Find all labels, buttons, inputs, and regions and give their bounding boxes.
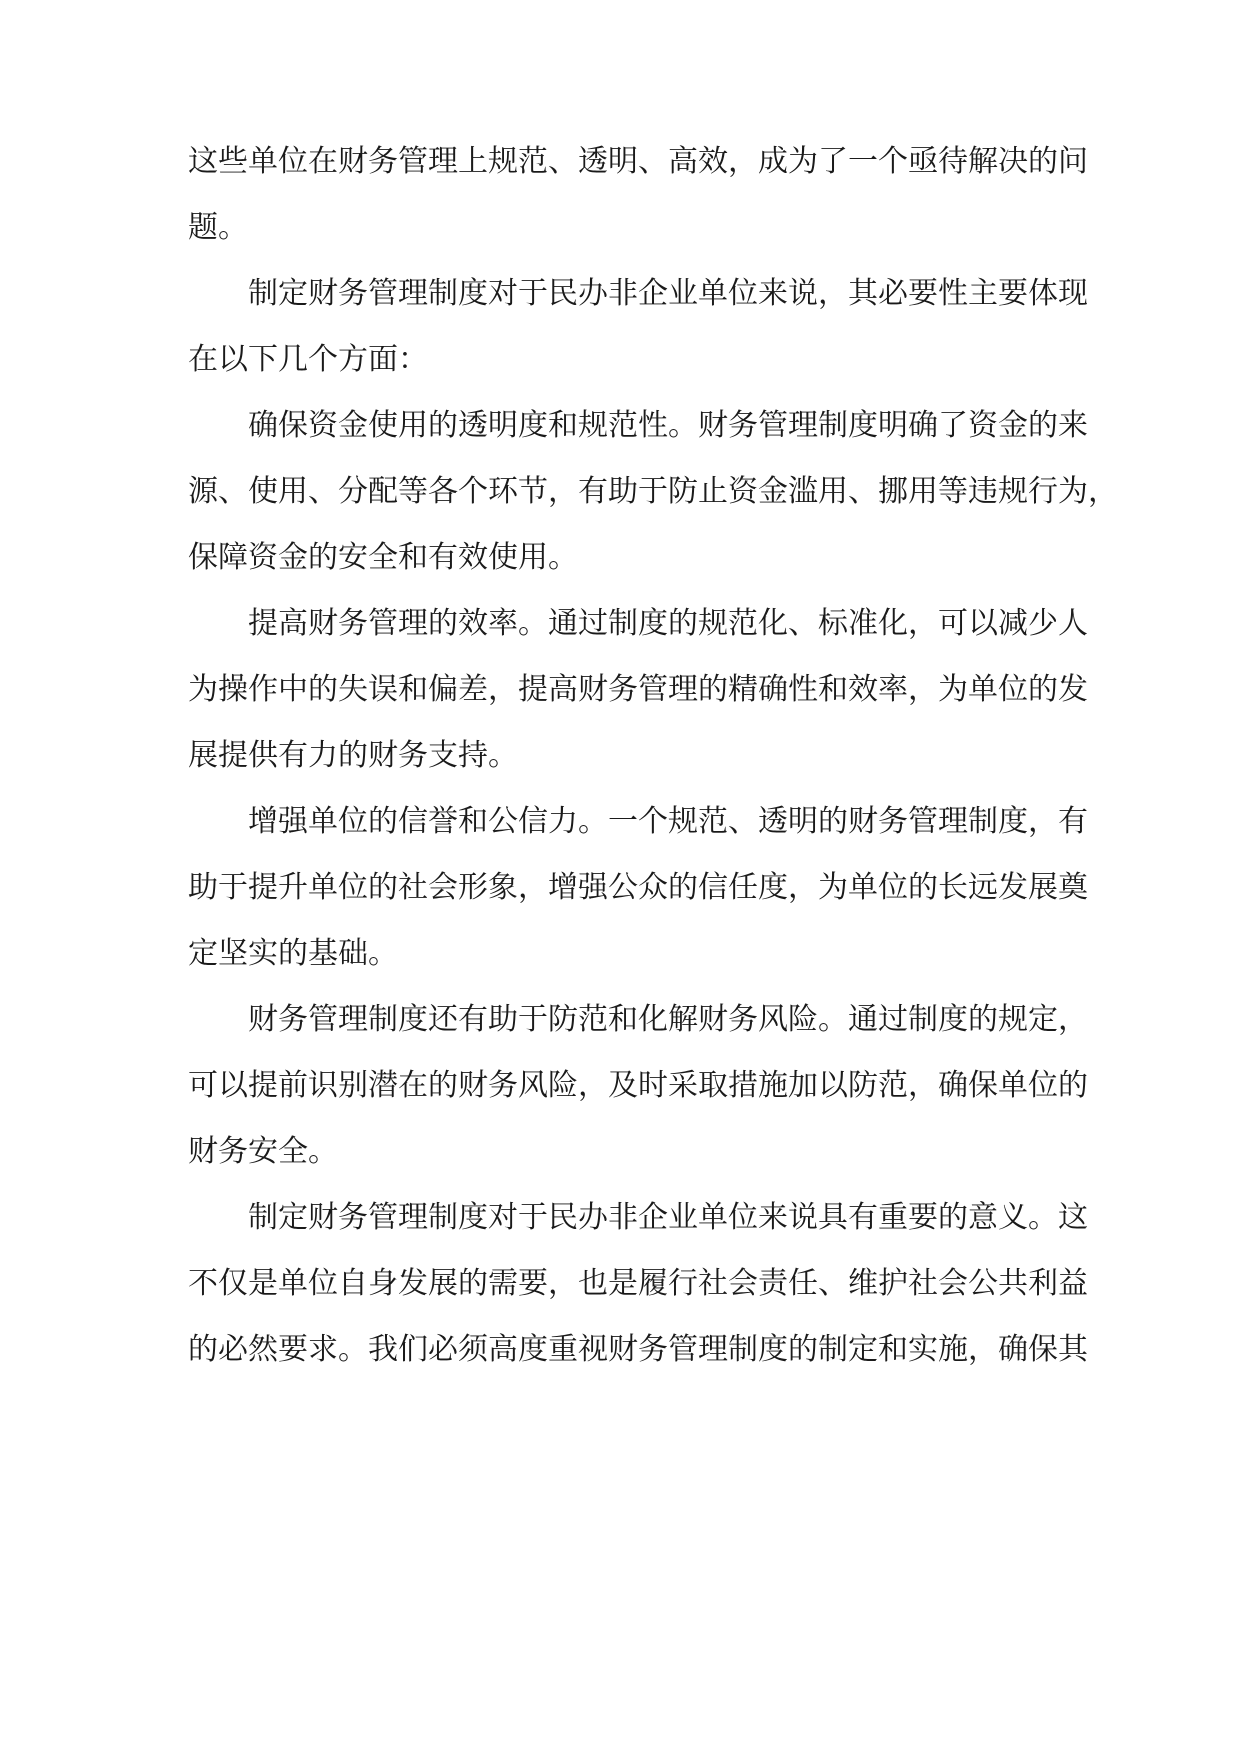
- paragraph-start-line: 财务管理制度还有助于防范和化解财务风险。通过制度的规定，: [248, 1002, 1088, 1037]
- text-line: 题。: [188, 210, 248, 245]
- paragraph-start-line: 制定财务管理制度对于民办非企业单位来说，其必要性主要体现: [248, 276, 1088, 311]
- text-line: 助于提升单位的社会形象，增强公众的信任度，为单位的长远发展奠: [188, 870, 1088, 905]
- text-line: 的必然要求。我们必须高度重视财务管理制度的制定和实施，确保其: [188, 1332, 1088, 1367]
- paragraph-start-line: 确保资金使用的透明度和规范性。财务管理制度明确了资金的来: [248, 408, 1088, 443]
- text-line: 源、使用、分配等各个环节，有助于防止资金滥用、挪用等违规行为，: [188, 474, 1118, 509]
- text-line: 可以提前识别潜在的财务风险，及时采取措施加以防范，确保单位的: [188, 1068, 1088, 1103]
- text-line: 展提供有力的财务支持。: [188, 738, 518, 773]
- text-line: 在以下几个方面：: [188, 342, 428, 377]
- text-line: 保障资金的安全和有效使用。: [188, 540, 578, 575]
- text-line: 财务安全。: [188, 1134, 338, 1169]
- text-line: 定坚实的基础。: [188, 936, 398, 971]
- text-line: 不仅是单位自身发展的需要，也是履行社会责任、维护社会公共利益: [188, 1266, 1088, 1301]
- text-line: 为操作中的失误和偏差，提高财务管理的精确性和效率，为单位的发: [188, 672, 1088, 707]
- paragraph-start-line: 提高财务管理的效率。通过制度的规范化、标准化，可以减少人: [248, 606, 1088, 641]
- paragraph-start-line: 制定财务管理制度对于民办非企业单位来说具有重要的意义。这: [248, 1200, 1088, 1235]
- paragraph-start-line: 增强单位的信誉和公信力。一个规范、透明的财务管理制度，有: [248, 804, 1088, 839]
- text-line: 这些单位在财务管理上规范、透明、高效，成为了一个亟待解决的问: [188, 144, 1088, 179]
